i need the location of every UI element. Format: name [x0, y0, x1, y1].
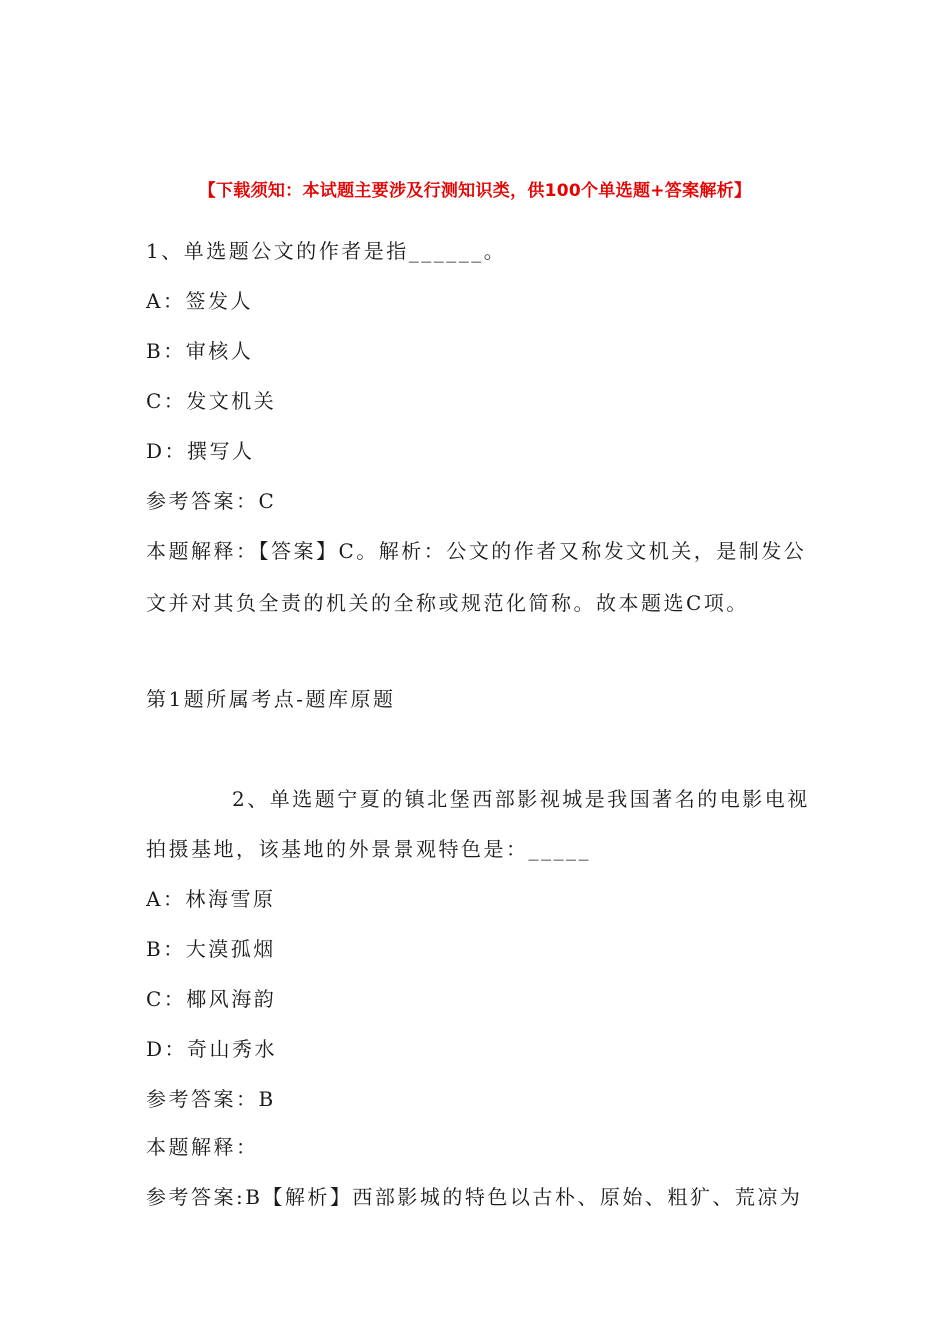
question-2-answer: 参考答案：B — [146, 1087, 276, 1111]
question-2-option-b: B：大漠孤烟 — [146, 937, 276, 961]
question-2-stem-line-1: 2、单选题宁夏的镇北堡西部影视城是我国著名的电影电视 — [232, 787, 810, 811]
question-1-option-a: A：签发人 — [146, 289, 253, 313]
question-1-stem: 1、单选题公文的作者是指______。 — [146, 239, 507, 263]
question-1-explanation-line-1: 本题解释：【答案】C。解析：公文的作者又称发文机关，是制发公 — [146, 539, 807, 563]
question-1-option-c: C：发文机关 — [146, 389, 277, 413]
question-2-option-a: A：林海雪原 — [146, 887, 276, 911]
question-1-option-b: B：审核人 — [146, 339, 254, 363]
question-2-option-c: C：椰风海韵 — [146, 987, 277, 1011]
download-notice: 【下载须知：本试题主要涉及行测知识类，供100个单选题+答案解析】 — [198, 181, 752, 201]
question-2-explanation-line-1: 参考答案:B【解析】西部影城的特色以古朴、原始、粗犷、荒凉为 — [146, 1185, 803, 1209]
question-1-topic: 第1题所属考点-题库原题 — [146, 687, 396, 711]
question-2-stem-line-2: 拍摄基地，该基地的外景景观特色是：_____ — [146, 837, 591, 861]
question-1-option-d: D：撰写人 — [146, 439, 255, 463]
question-1-answer: 参考答案：C — [146, 489, 277, 513]
question-2-option-d: D：奇山秀水 — [146, 1037, 278, 1061]
question-1-explanation-line-2: 文并对其负全责的机关的全称或规范化简称。故本题选C项。 — [146, 591, 749, 615]
question-2-explanation-label: 本题解释： — [146, 1135, 259, 1159]
